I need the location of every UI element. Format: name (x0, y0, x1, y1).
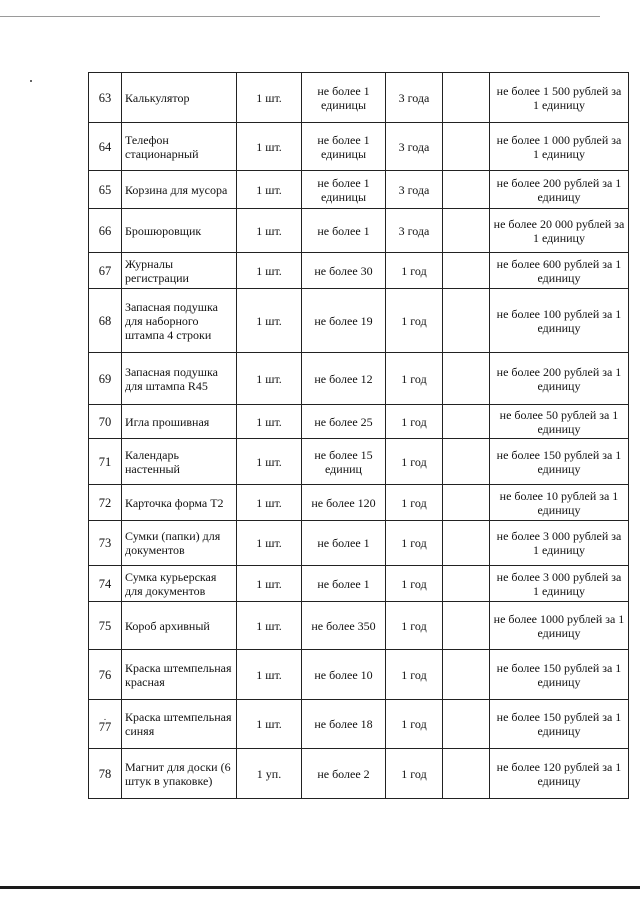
cell-name: Корзина для мусора (122, 171, 237, 209)
cell-term: 3 года (386, 123, 443, 171)
cell-unit: 1 шт. (237, 602, 302, 650)
bottom-rule (0, 886, 640, 889)
cell-price: не более 20 000 рублей за 1 единицу (490, 209, 629, 253)
cell-price: не более 10 рублей за 1 единицу (490, 485, 629, 521)
cell-empty (443, 650, 490, 700)
cell-unit: 1 шт. (237, 439, 302, 485)
cell-unit: 1 шт. (237, 700, 302, 749)
cell-term: 1 год (386, 253, 443, 289)
cell-unit: 1 шт. (237, 485, 302, 521)
table-row (89, 566, 629, 602)
table-row (89, 485, 629, 521)
cell-empty (443, 700, 490, 749)
table-row (89, 209, 629, 253)
cell-quantity: не более 1 единицы (302, 171, 386, 209)
cell-name: Журналы регистрации (122, 253, 237, 289)
cell-term: 1 год (386, 289, 443, 353)
cell-price: не более 120 рублей за 1 единицу (490, 749, 629, 799)
cell-name: Запасная подушка для наборного штампа 4 строки (122, 289, 237, 353)
cell-price: не более 150 рублей за 1 единицу (490, 650, 629, 700)
cell-term: 3 года (386, 73, 443, 123)
cell-name: Сумка курьерская для документов (122, 566, 237, 602)
cell-name: Карточка форма Т2 (122, 485, 237, 521)
cell-number: 71 (89, 439, 122, 485)
cell-name: Сумки (папки) для документов (122, 521, 237, 566)
cell-empty (443, 353, 490, 405)
cell-quantity: не более 10 (302, 650, 386, 700)
cell-unit: 1 уп. (237, 749, 302, 799)
cell-quantity: не более 350 (302, 602, 386, 650)
table-body (89, 73, 629, 799)
cell-empty (443, 253, 490, 289)
cell-empty (443, 602, 490, 650)
cell-name: Короб архивный (122, 602, 237, 650)
table-row (89, 439, 629, 485)
table-row (89, 289, 629, 353)
supplies-table (88, 72, 629, 799)
cell-number (89, 700, 122, 749)
cell-unit: 1 шт. (237, 353, 302, 405)
table-row (89, 700, 629, 749)
cell-unit: 1 шт. (237, 289, 302, 353)
cell-empty (443, 289, 490, 353)
cell-term: 1 год (386, 405, 443, 439)
cell-unit: 1 шт. (237, 171, 302, 209)
cell-number: 72 (89, 485, 122, 521)
table-row (89, 253, 629, 289)
cell-empty (443, 566, 490, 602)
cell-empty (443, 439, 490, 485)
table-row (89, 353, 629, 405)
cell-term: 1 год (386, 749, 443, 799)
cell-quantity: не более 1 (302, 209, 386, 253)
cell-term: 1 год (386, 485, 443, 521)
cell-price: не более 150 рублей за 1 единицу (490, 700, 629, 749)
cell-empty (443, 73, 490, 123)
cell-quantity: не более 30 (302, 253, 386, 289)
cell-unit: 1 шт. (237, 253, 302, 289)
cell-empty (443, 521, 490, 566)
cell-term: 1 год (386, 650, 443, 700)
cell-number: 68 (89, 289, 122, 353)
cell-price: не более 1 500 рублей за 1 единицу (490, 73, 629, 123)
cell-number: 67 (89, 253, 122, 289)
cell-price: не более 1 000 рублей за 1 единицу (490, 123, 629, 171)
margin-mark (30, 80, 32, 82)
cell-name: Краска штемпельная синяя (122, 700, 237, 749)
cell-unit: 1 шт. (237, 209, 302, 253)
cell-number: 78 (89, 749, 122, 799)
top-rule (0, 16, 600, 17)
cell-empty (443, 749, 490, 799)
table-row (89, 521, 629, 566)
cell-empty (443, 209, 490, 253)
cell-name: Запасная подушка для штампа R45 (122, 353, 237, 405)
cell-quantity: не более 1 единицы (302, 123, 386, 171)
cell-empty (443, 485, 490, 521)
cell-term: 1 год (386, 602, 443, 650)
cell-price: не более 3 000 рублей за 1 единицу (490, 521, 629, 566)
cell-name: Брошюровщик (122, 209, 237, 253)
cell-unit: 1 шт. (237, 566, 302, 602)
cell-term: 3 года (386, 171, 443, 209)
cell-price: не более 200 рублей за 1 единицу (490, 171, 629, 209)
cell-quantity: не более 2 (302, 749, 386, 799)
table-row (89, 405, 629, 439)
cell-name: Магнит для доски (6 штук в упаковке) (122, 749, 237, 799)
cell-name: Телефон стационарный (122, 123, 237, 171)
cell-quantity: не более 18 (302, 700, 386, 749)
cell-price: не более 100 рублей за 1 единицу (490, 289, 629, 353)
cell-unit: 1 шт. (237, 73, 302, 123)
table-row (89, 73, 629, 123)
cell-quantity: не более 120 (302, 485, 386, 521)
dot-mark: . (103, 712, 107, 722)
table-row (89, 749, 629, 799)
cell-name: Калькулятор (122, 73, 237, 123)
cell-quantity: не более 19 (302, 289, 386, 353)
table-row (89, 123, 629, 171)
cell-term: 3 года (386, 209, 443, 253)
cell-price: не более 200 рублей за 1 единицу (490, 353, 629, 405)
cell-price: не более 600 рублей за 1 единицу (490, 253, 629, 289)
cell-term: 1 год (386, 700, 443, 749)
cell-term: 1 год (386, 521, 443, 566)
cell-term: 1 год (386, 353, 443, 405)
cell-number: 65 (89, 171, 122, 209)
cell-empty (443, 171, 490, 209)
cell-quantity: не более 25 (302, 405, 386, 439)
cell-unit: 1 шт. (237, 123, 302, 171)
cell-number: 76 (89, 650, 122, 700)
cell-quantity: не более 15 единиц (302, 439, 386, 485)
cell-number: 66 (89, 209, 122, 253)
table-row (89, 602, 629, 650)
cell-number: 70 (89, 405, 122, 439)
cell-unit: 1 шт. (237, 521, 302, 566)
cell-number: 75 (89, 602, 122, 650)
cell-quantity: не более 1 единицы (302, 73, 386, 123)
cell-number: 64 (89, 123, 122, 171)
table-row (89, 171, 629, 209)
cell-empty (443, 123, 490, 171)
cell-price: не более 50 рублей за 1 единицу (490, 405, 629, 439)
cell-name: Краска штемпельная красная (122, 650, 237, 700)
cell-price: не более 1000 рублей за 1 единицу (490, 602, 629, 650)
cell-price: не более 3 000 рублей за 1 единицу (490, 566, 629, 602)
cell-number: 73 (89, 521, 122, 566)
cell-unit: 1 шт. (237, 650, 302, 700)
cell-quantity: не более 1 (302, 521, 386, 566)
cell-number: 63 (89, 73, 122, 123)
cell-unit: 1 шт. (237, 405, 302, 439)
cell-empty (443, 405, 490, 439)
cell-number: 69 (89, 353, 122, 405)
cell-number: 74 (89, 566, 122, 602)
cell-name: Календарь настенный (122, 439, 237, 485)
cell-term: 1 год (386, 439, 443, 485)
cell-name: Игла прошивная (122, 405, 237, 439)
cell-term: 1 год (386, 566, 443, 602)
cell-quantity: не более 1 (302, 566, 386, 602)
cell-price: не более 150 рублей за 1 единицу (490, 439, 629, 485)
table-row (89, 650, 629, 700)
row-number: 77 (98, 720, 112, 734)
cell-quantity: не более 12 (302, 353, 386, 405)
